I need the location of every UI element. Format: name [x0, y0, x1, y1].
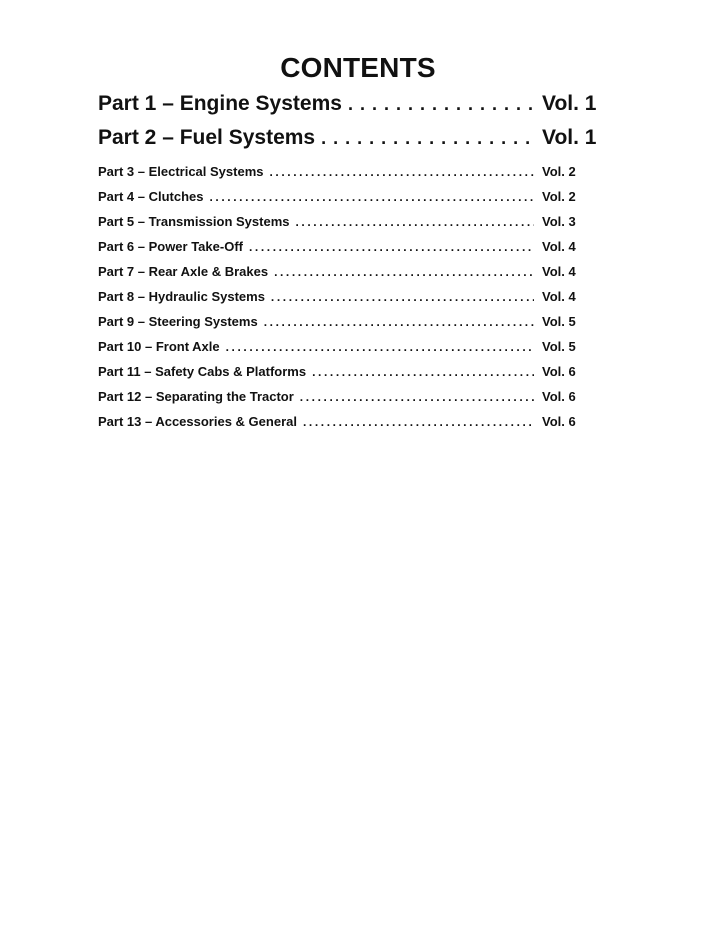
toc-entry-label: Part 9 – Steering Systems: [98, 314, 258, 329]
leader-dots: [271, 290, 534, 304]
toc-entry-volume: Vol. 6: [542, 364, 576, 379]
leader-dots: [226, 340, 534, 354]
toc-entry-volume: Vol. 4: [542, 289, 576, 304]
toc-entry-volume: Vol. 2: [542, 189, 576, 204]
toc-entry-label: Part 13 – Accessories & General: [98, 414, 297, 429]
toc-entry-volume: Vol. 3: [542, 214, 576, 229]
toc-entry-volume: Vol. 6: [542, 414, 576, 429]
leader-dots: [210, 190, 535, 204]
table-of-contents: [98, 92, 598, 439]
toc-entry-label: Part 12 – Separating the Tractor: [98, 389, 294, 404]
leader-dots: [270, 165, 535, 179]
toc-entry-volume: Vol. 2: [542, 164, 576, 179]
leader-dots: [249, 240, 534, 254]
toc-entry-part-5[interactable]: [98, 214, 598, 239]
toc-entry-volume: Vol. 1: [542, 92, 597, 115]
toc-entry-part-2[interactable]: [98, 126, 598, 160]
toc-entry-volume: Vol. 4: [542, 264, 576, 279]
toc-entry-label: Part 11 – Safety Cabs & Platforms: [98, 364, 307, 379]
toc-entry-part-1[interactable]: [98, 92, 598, 126]
leader-dots: [303, 415, 534, 429]
toc-entry-part-7[interactable]: [98, 264, 598, 289]
toc-entry-volume: Vol. 5: [542, 314, 576, 329]
toc-entry-volume: Vol. 6: [542, 389, 576, 404]
toc-entry-label: Part 2 – Fuel Systems: [98, 126, 316, 149]
leader-dots: [300, 390, 534, 404]
toc-entry-volume: Vol. 4: [542, 239, 576, 254]
toc-entry-volume: Vol. 5: [542, 339, 576, 354]
toc-entry-part-12[interactable]: [98, 389, 598, 414]
toc-entry-part-11[interactable]: [98, 364, 598, 389]
toc-entry-label: Part 10 – Front Axle: [98, 339, 220, 354]
leader-dots: [295, 215, 534, 229]
toc-entry-part-13[interactable]: [98, 414, 598, 439]
toc-entry-part-10[interactable]: [98, 339, 598, 364]
toc-entry-label: Part 1 – Engine Systems: [98, 92, 342, 115]
toc-entry-part-8[interactable]: [98, 289, 598, 314]
leader-dots: [321, 128, 534, 149]
toc-entry-label: Part 6 – Power Take-Off: [98, 239, 243, 254]
leader-dots: [274, 265, 534, 279]
toc-entry-label: Part 3 – Electrical Systems: [98, 164, 264, 179]
toc-entry-volume: Vol. 1: [542, 126, 597, 149]
page-title: CONTENTS: [280, 52, 436, 83]
toc-entry-part-9[interactable]: [98, 314, 598, 339]
toc-entry-label: Part 4 – Clutches: [98, 189, 204, 204]
toc-entry-label: Part 8 – Hydraulic Systems: [98, 289, 265, 304]
toc-entry-part-4[interactable]: [98, 189, 598, 214]
toc-entry-label: Part 7 – Rear Axle & Brakes: [98, 264, 269, 279]
toc-entry-label: Part 5 – Transmission Systems: [98, 214, 290, 229]
toc-entry-part-6[interactable]: [98, 239, 598, 264]
leader-dots: [312, 365, 534, 379]
toc-entry-part-3[interactable]: [98, 164, 598, 189]
leader-dots: [348, 94, 534, 115]
leader-dots: [264, 315, 534, 329]
